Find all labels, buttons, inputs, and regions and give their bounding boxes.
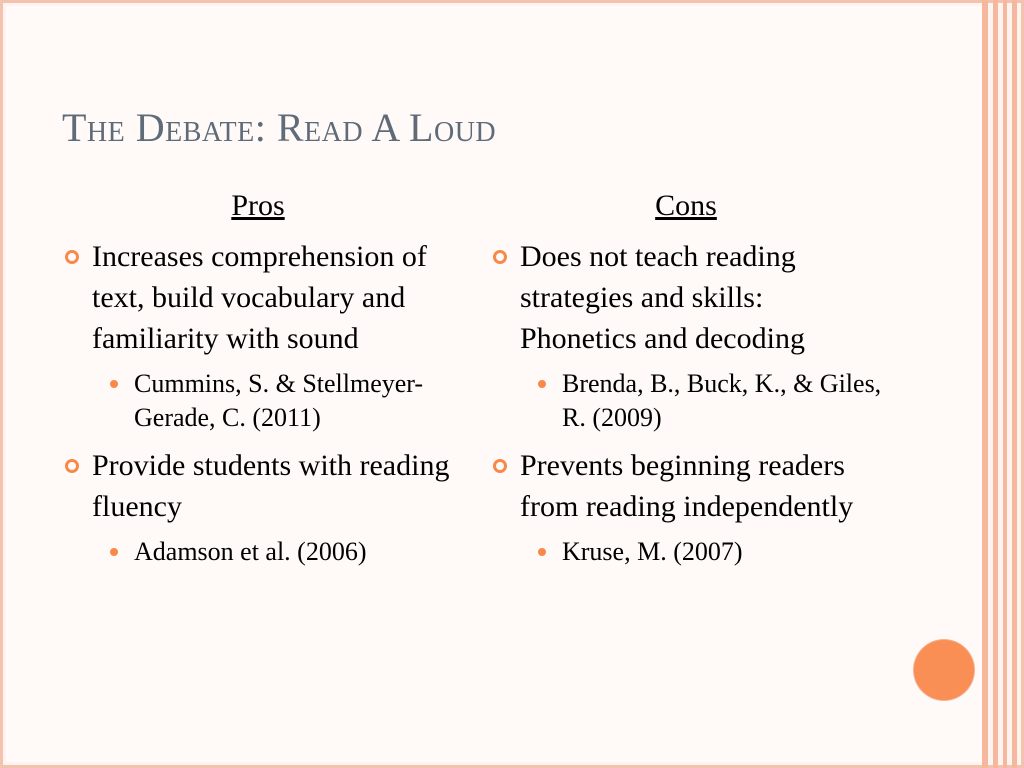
item-text: Does not teach reading strategies and skills: Phonetics and decoding <box>520 240 805 355</box>
decorative-stripe <box>1012 0 1017 768</box>
pros-column <box>62 188 454 579</box>
sub-item <box>490 535 882 569</box>
list-item <box>62 445 454 527</box>
citation: Brenda, B., Buck, K., & Giles, R. (2009) <box>562 369 882 432</box>
decorative-stripe <box>1003 0 1007 768</box>
list-item <box>490 445 882 527</box>
bullet-icon <box>493 459 507 473</box>
dot-bullet-icon <box>538 380 546 388</box>
citation: Adamson et al. (2006) <box>134 537 367 566</box>
decorative-stripe <box>982 0 988 768</box>
cons-heading: Cons <box>655 189 717 222</box>
cons-column <box>490 188 882 579</box>
sub-item <box>490 367 882 435</box>
pros-heading: Pros <box>231 189 285 222</box>
bullet-icon <box>65 250 79 264</box>
citation: Kruse, M. (2007) <box>562 537 743 566</box>
decorative-stripe <box>993 0 998 768</box>
item-text: Provide students with reading fluency <box>92 449 450 523</box>
decorative-circle <box>914 640 974 700</box>
dot-bullet-icon <box>538 548 546 556</box>
list-item <box>62 236 454 359</box>
list-item <box>490 236 882 359</box>
sub-item <box>62 535 454 569</box>
bullet-icon <box>493 250 507 264</box>
slide-title: The Debate: Read A Loud <box>62 105 497 150</box>
bullet-icon <box>65 459 79 473</box>
item-text: Increases comprehension of text, build vocabulary and familiarity with sound <box>92 240 427 355</box>
dot-bullet-icon <box>110 548 118 556</box>
sub-item <box>62 367 454 435</box>
item-text: Prevents beginning readers from reading independently <box>520 449 854 523</box>
dot-bullet-icon <box>110 380 118 388</box>
citation: Cummins, S. & Stellmeyer-Gerade, C. (2011) <box>134 369 424 432</box>
